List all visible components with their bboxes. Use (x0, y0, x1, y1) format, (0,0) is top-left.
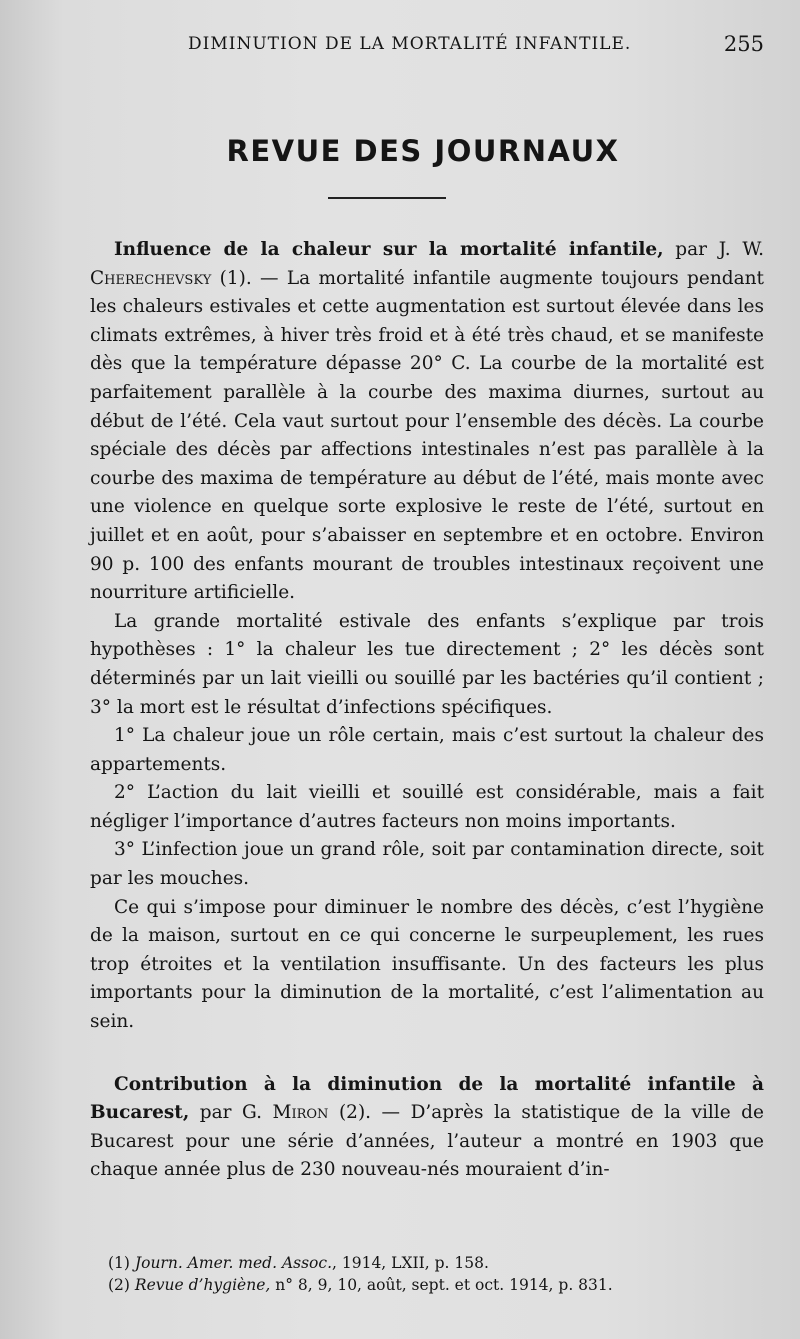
article2-paragraph-1 (90, 1071, 764, 1185)
article1-ref: (1). — (219, 267, 287, 289)
section-title: REVUE DES JOURNAUX (226, 134, 620, 168)
footnote-2-rest: n° 8, 9, 10, août, sept. et oct. 1914, p. 831. (270, 1276, 613, 1294)
footnote-1 (108, 1252, 748, 1274)
article1-paragraph-5: 3° L’infection joue un grand rôle, soit par contamination directe, soit par les mouches. (90, 839, 764, 890)
article1-by: par J. W. (675, 239, 764, 260)
footnote-1-journal: Journ. Amer. med. Assoc. (134, 1254, 332, 1272)
article2-author: Miron (272, 1102, 329, 1124)
article1-paragraph-2: La grande mortalité estivale des enfants s’explique par trois hypothèses : 1° la chaleur les tue directement ; 2° les décès sont déterminés par un lait vieilli ou souillé par les bactéries qu’il contient ; 3° la mort est le résultat d’infections spécifiques. (90, 610, 764, 718)
article2-text-1: D’après la statistique de la ville de Bucarest pour une série d’années, l’auteur a montré en 1903 que chaque année plus de 230 nouveau-nés mouraient d’in- (90, 1102, 764, 1181)
page-number: 255 (723, 32, 764, 56)
footnote-2 (108, 1274, 748, 1296)
article1-author: Cherechevsky (90, 267, 212, 289)
footnote-1-rest: , 1914, LXII, p. 158. (332, 1254, 489, 1272)
article2-title: Contribution à la diminution de la mortalité infantile à Bucarest, (90, 1073, 764, 1124)
title-rule (328, 197, 446, 199)
footnote-2-number: (2) (108, 1276, 130, 1294)
article1-paragraph-1 (90, 236, 764, 608)
article1-paragraph-4: 2° L’action du lait vieilli et souillé est considérable, mais a fait négliger l’importance d’autres facteurs non moins importants. (90, 782, 764, 832)
footnote-1-number: (1) (108, 1254, 130, 1272)
running-title: DIMINUTION DE LA MORTALITÉ INFANTILE. (188, 34, 632, 54)
article1-text-1: La mortalité infantile augmente toujours pendant les chaleurs estivales et cette augmentation est surtout élevée dans les climats extrêmes, à hiver très froid et à été très chaud, et se manifeste dès que la température dépasse 20° C. La courbe de la mortalité est parfaitement parallèle à la courbe des maxima diurnes, surtout au début de l’été. Cela vaut surtout pour l’ensemble des décès. La courbe spéciale des décès par affections intestinales n’est pas parallèle à la courbe des maxima de température au début de l’été, mais monte avec une violence en quelque sorte explosive le reste de l’été, surtout en juillet et en août, pour s’abaisser en septembre et en octobre. Environ 90 p. 100 des enfants mourant de troubles intestinaux reçoivent une nourriture artificielle. (90, 267, 764, 604)
footnote-2-journal: Revue d’hygiène, (134, 1276, 271, 1294)
article2-by: par G. (199, 1102, 263, 1124)
article1-paragraph-6: Ce qui s’impose pour diminuer le nombre des décès, c’est l’hygiène de la maison, surtout en ce qui concerne le surpeuplement, les rues trop étroites et la ventilation insuffisante. Un des facteurs les plus importants pour la diminution de la mortalité, c’est l’alimentation au sein. (90, 896, 764, 1033)
article1-title: Influence de la chaleur sur la mortalité infantile, (114, 239, 664, 260)
article2-ref: (2). — (338, 1102, 411, 1124)
page-header (90, 34, 764, 62)
article1-paragraph-3: 1° La chaleur joue un rôle certain, mais c’est surtout la chaleur des appartements. (90, 725, 764, 775)
footnotes (108, 1252, 748, 1296)
article-body (90, 236, 764, 1185)
